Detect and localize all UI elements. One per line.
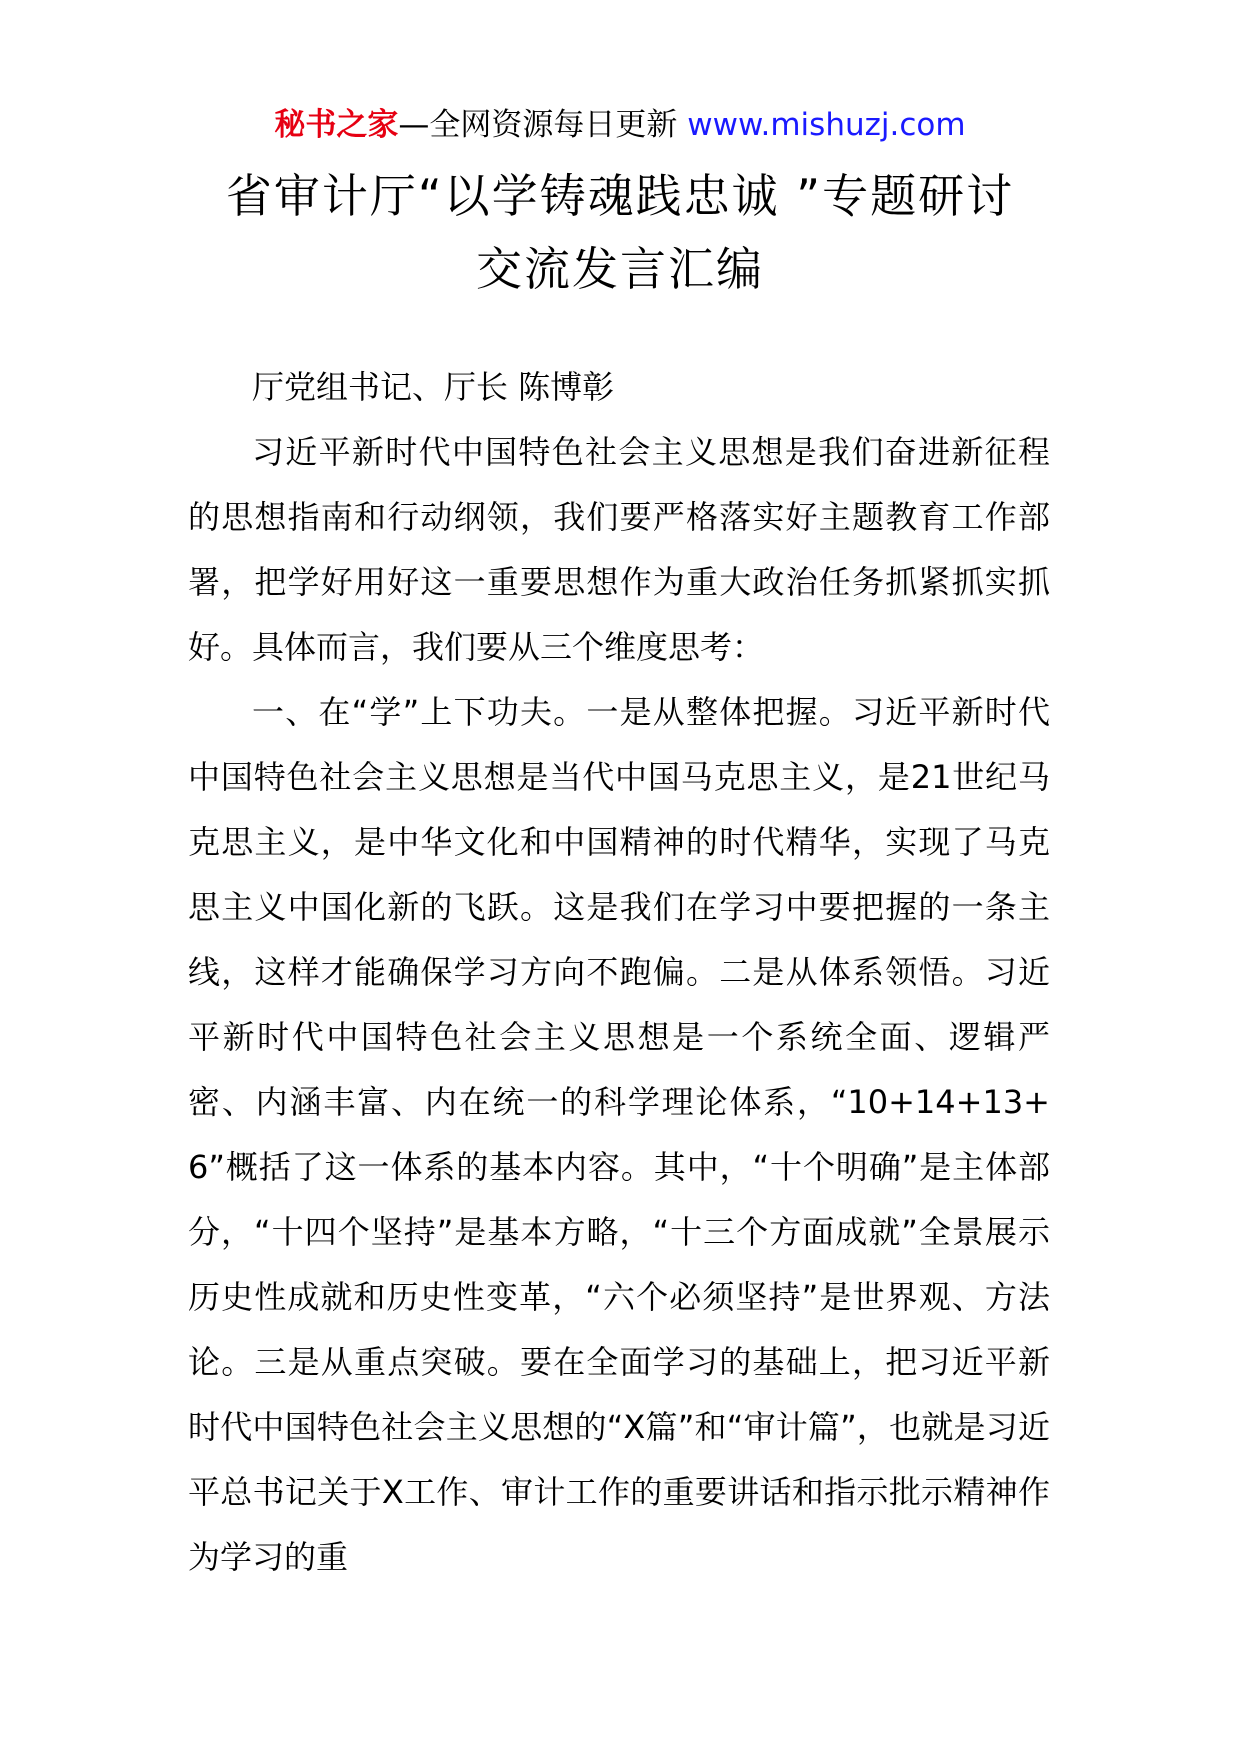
document-title [0, 160, 1240, 306]
paragraph-section-one: 一、在“学”上下功夫。一是从整体把握。习近平新时代中国特色社会主义思想是当代中国马克思主义，是21世纪马克思主义，是中华文化和中国精神的时代精华，实现了马克思主义中国化新的飞跃。这是我们在学习中要把握的一条主线，这样才能确保学习方向不跑偏。二是从体系领悟。习近平新时代中国特色社会主义思想是一个系统全面、逻辑严密、内涵丰富、内在统一的科学理论体系，“10+14+13+6”概括了这一体系的基本内容。其中，“十个明确”是主体部分，“十四个坚持”是基本方略，“十三个方面成就”全景展示历史性成就和历史性变革，“六个必须坚持”是世界观、方法论。三是从重点突破。要在全面学习的基础上，把习近平新时代中国特色社会主义思想的“X篇”和“审计篇”，也就是习近平总书记关于X工作、审计工作的重要讲话和指示批示精神作为学习的重 [188, 693, 1050, 1576]
author-line: 厅党组书记、厅长 陈博彰 [252, 368, 615, 406]
paragraph-intro: 习近平新时代中国特色社会主义思想是我们奋进新征程的思想指南和行动纲领，我们要严格落实好主题教育工作部署，把学好用好这一重要思想作为重大政治任务抓紧抓实抓好。具体而言，我们要从三个维度思考： [188, 433, 1050, 666]
brand-name: 秘书之家 [274, 107, 399, 143]
title-line-1: 省审计厅“以学铸魂践忠诚 ”专题研讨 [225, 169, 1015, 223]
document-body [188, 355, 1050, 1590]
banner-tagline: —全网资源每日更新 [398, 107, 688, 143]
title-line-2: 交流发言汇编 [476, 242, 764, 296]
site-url-link[interactable]: www.mishuzj.com [687, 107, 966, 143]
site-banner [0, 100, 1240, 150]
